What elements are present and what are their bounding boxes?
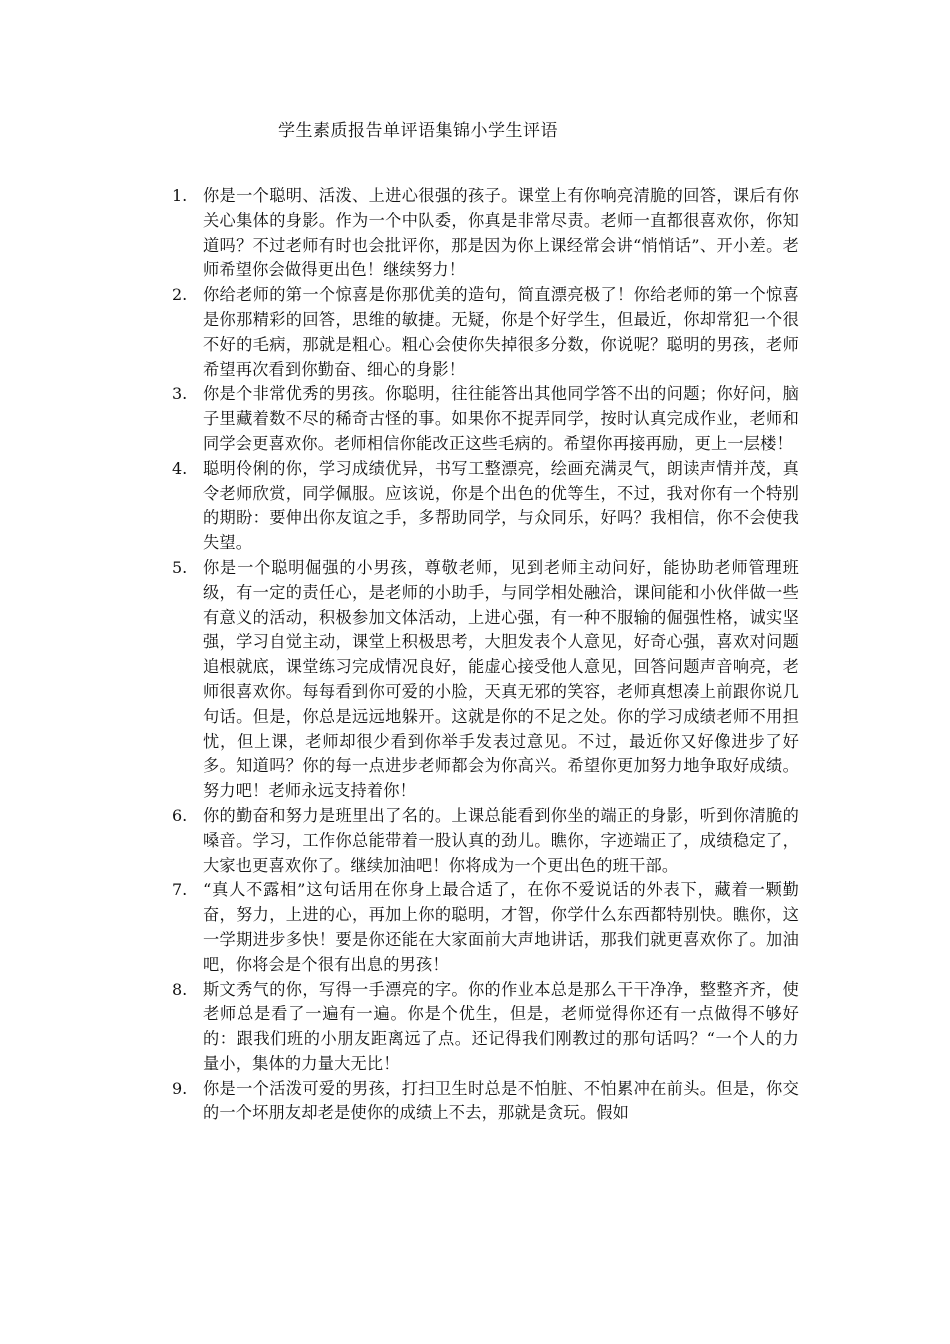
item-text: 你给老师的第一个惊喜是你那优美的造句，简直漂亮极了！你给老师的第一个惊喜是你那精彩的回答，思维的敏捷。无疑，你是个好学生，但最近，你却常犯一个很不好的毛病，那就是粗心。粗心会使你失掉很多分数，你说呢？聪明的男孩，老师希望再次看到你勤奋、细心的身影！ xyxy=(203,285,799,379)
comment-list xyxy=(0,184,950,1126)
list-item xyxy=(0,804,950,878)
document-title: 学生素质报告单评语集锦小学生评语 xyxy=(278,121,558,141)
item-number: 9. xyxy=(172,1078,188,1098)
list-item xyxy=(0,382,950,456)
item-text: 你是个非常优秀的男孩。你聪明，往往能答出其他同学答不出的问题；你好问，脑子里藏着数不尽的稀奇古怪的事。如果你不捉弄同学，按时认真完成作业，老师和同学会更喜欢你。老师相信你能改正这些毛病的。希望你再接再励，更上一层楼！ xyxy=(203,384,799,453)
item-text: 你是一个活泼可爱的男孩，打扫卫生时总是不怕脏、不怕累冲在前头。但是，你交的一个坏朋友却老是使你的成绩上不去，那就是贪玩。假如 xyxy=(203,1078,799,1123)
item-text: 聪明伶俐的你，学习成绩优异，书写工整漂亮，绘画充满灵气，朗读声情并茂，真令老师欣赏，同学佩服。应该说，你是个出色的优等生，不过，我对你有一个特别的期盼：要伸出你友谊之手，多帮助同学，与众同乐，好吗？我相信，你不会使我失望。 xyxy=(203,458,799,553)
item-text: 你是一个聪明倔强的小男孩，尊敬老师，见到老师主动问好，能协助老师管理班级，有一定的责任心，是老师的小助手，与同学相处融洽，课间能和小伙伴做一些有意义的活动，积极参加文体活动，上进心强，有一种不服输的倔强性格，诚实坚强，学习自觉主动，课堂上积极思考，大胆发表个人意见，好奇心强，喜欢对问题追根就底，课堂练习完成情况良好，能虚心接受他人意见，回答问题声音响亮，老师很喜欢你。每每看到你可爱的小脸，天真无邪的笑容，老师真想凑上前跟你说几句话。但是，你总是远远地躲开。这就是你的不足之处。你的学习成绩老师不用担忧，但上课，老师却很少看到你举手发表过意见。不过，最近你又好像进步了好多。知道吗？你的每一点进步老师都会为你高兴。希望你更加努力地争取好成绩。努力吧！老师永远支持着你！ xyxy=(203,557,799,801)
item-number: 6. xyxy=(172,805,188,825)
item-text: “真人不露相”这句话用在你身上最合适了，在你不爱说话的外表下，藏着一颗勤奋，努力，上进的心，再加上你的聪明，才智，你学什么东西都特别快。瞧你，这一学期进步多快！要是你还能在大家面前大声地讲话，那我们就更喜欢你了。加油吧，你将会是个很有出息的男孩！ xyxy=(203,880,799,974)
item-number: 2. xyxy=(172,285,188,305)
item-text: 斯文秀气的你，写得一手漂亮的字。你的作业本总是那么干干净净，整整齐齐，使老师总是看了一遍有一遍。你是个优生，但是，老师觉得你还有一点做得不够好的：跟我们班的小朋友距离远了点。还记得我们刚教过的那句话吗？“一个人的力量小，集体的力量大无比！ xyxy=(203,979,799,1073)
item-number: 5. xyxy=(172,557,188,577)
list-item xyxy=(0,283,950,382)
item-number: 3. xyxy=(172,384,188,404)
item-number: 8. xyxy=(172,979,188,999)
item-number: 1. xyxy=(172,186,188,205)
list-item xyxy=(0,978,950,1077)
item-text: 你的勤奋和努力是班里出了名的。上课总能看到你坐的端正的身影，听到你清脆的嗓音。学习，工作你总能带着一股认真的劲儿。瞧你，字迹端正了，成绩稳定了，大家也更喜欢你了。继续加油吧！你将成为一个更出色的班干部。 xyxy=(203,805,799,875)
list-item xyxy=(0,556,950,804)
list-item xyxy=(0,1077,950,1127)
list-item xyxy=(0,457,950,556)
item-number: 7. xyxy=(172,880,188,900)
list-item xyxy=(0,184,950,283)
list-item xyxy=(0,878,950,977)
item-number: 4. xyxy=(172,458,188,478)
item-text: 你是一个聪明、活泼、上进心很强的孩子。课堂上有你响亮清脆的回答，课后有你关心集体的身影。作为一个中队委，你真是非常尽责。老师一直都很喜欢你，你知道吗？不过老师有时也会批评你，那是因为你上课经常会讲“悄悄话”、开小差。老师希望你会做得更出色！继续努力！ xyxy=(203,186,799,280)
